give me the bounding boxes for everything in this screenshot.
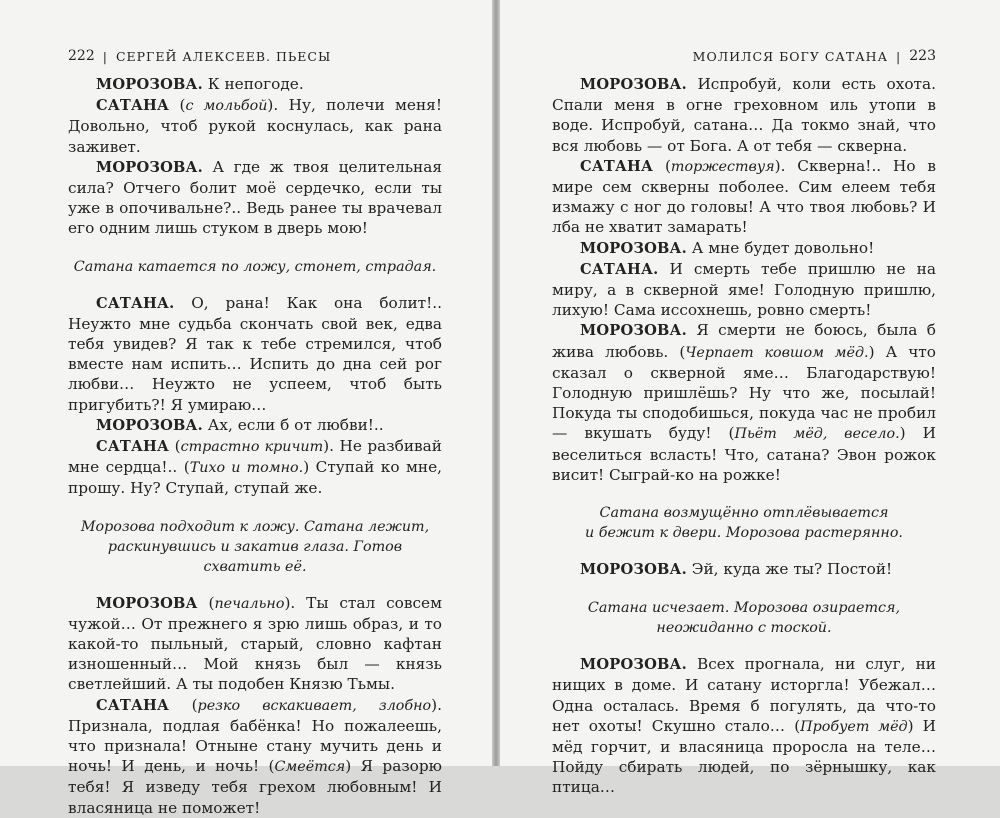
left-running-header bbox=[68, 30, 442, 64]
left-page-number: 222 bbox=[68, 48, 95, 64]
inline-stage-direction: торжествуя bbox=[670, 158, 775, 175]
left-page-text bbox=[68, 74, 442, 818]
dialogue-paragraph: САТАНА. О, рана! Как она болит!.. Неужто мне судьба скончать свой век, едва тебя увидев? Я так к тебе стремился, чтоб вместе нам испить… Испить до дна сей рог любви… Неужто не успеем, чтоб быть пригубить?! Я умираю… bbox=[68, 293, 442, 414]
dialogue-paragraph: САТАНА. И смерть тебе пришлю не на миру, а в скверной яме! Голодную пришлю, лихую! Сама иссохнешь, ровно смерть! bbox=[552, 259, 936, 320]
header-separator: | bbox=[896, 49, 902, 64]
dialogue-paragraph: МОРОЗОВА. Всех прогнала, ни слуг, ни нищих в доме. И сатану исторгла! Убежал… Одна осталась. Время б погулять, да что-то нет охоты! Скушно стало… (Пробует мёд) И мёд горчит, и власяница проросла на теле… Пойду сбирать людей, по зёрнышку, как птица… bbox=[552, 655, 936, 797]
dialogue-paragraph: МОРОЗОВА. К непогоде. bbox=[96, 75, 304, 93]
speaker-name: САТАНА. bbox=[96, 294, 175, 312]
speaker-name: МОРОЗОВА. bbox=[580, 76, 687, 93]
dialogue-paragraph: МОРОЗОВА. Ах, если б от любви!.. bbox=[96, 415, 384, 434]
stage-direction: Сатана возмущённо отплёвывается и бежит к двери. Морозова растерянно. bbox=[585, 505, 903, 542]
speaker-name: САТАНА bbox=[96, 696, 170, 714]
stage-direction: Сатана исчезает. Морозова озирается, неожиданно с тоской. bbox=[587, 600, 901, 637]
right-page bbox=[500, 0, 1000, 797]
inline-stage-direction: резко вскакивает, злобно bbox=[197, 697, 432, 714]
inline-stage-direction: печально bbox=[214, 595, 285, 612]
speaker-name: САТАНА bbox=[580, 157, 654, 175]
inline-stage-direction: Смеётся bbox=[274, 759, 346, 776]
dialogue-paragraph: МОРОЗОВА. А где ж твоя целительная сила? Отчего болит моё сердечко, если ты уже в опочивальне?.. Ведь ранее ты врачевал его одним лишь стуком в дверь мою! bbox=[68, 157, 442, 238]
inline-stage-direction: с мольбой bbox=[185, 98, 268, 115]
inline-stage-direction: страстно кричит bbox=[180, 439, 324, 456]
dialogue-paragraph: САТАНА (резко вскакивает, злобно). Признала, подлая бабёнка! Но пожалеешь, что признала! Отныне стану мучить день и ночь! И день, и ночь! (Смеётся) Я разорю тебя! Я изведу тебя грехом любовным! И власяница не поможет! bbox=[68, 695, 442, 817]
dialogue-paragraph: МОРОЗОВА. А мне будет довольно! bbox=[580, 238, 875, 257]
speaker-name: МОРОЗОВА. bbox=[580, 239, 687, 257]
speaker-name: МОРОЗОВА. bbox=[96, 416, 203, 434]
dialogue-paragraph: МОРОЗОВА (печально). Ты стал совсем чужой… От прежнего я зрю лишь образ, и то какой-то пыльный, старый, словно кафтан изношенный… Мой князь был — князь светлейший. А ты подобен Князю Тьмы. bbox=[68, 593, 442, 694]
speaker-name: САТАНА bbox=[96, 438, 170, 456]
dialogue-paragraph: МОРОЗОВА. Я смерти не боюсь, была б жива любовь. (Черпает ковшом мёд.) А что сказал о скверной яме… Благодарствую! Голодную пришлёшь? Ну что же, посылай! Покуда ты сподобишься, покуда час не пробил — вкушать буду! (Пьёт мёд, весело.) И веселиться всласть! Что, сатана? Эвон рожок висит! Сыграй-ко на рожке! bbox=[552, 321, 936, 484]
right-page-text bbox=[552, 74, 936, 798]
right-running-head: МОЛИЛСЯ БОГУ САТАНА bbox=[692, 49, 889, 64]
inline-stage-direction: Пробует мёд bbox=[800, 718, 908, 735]
speaker-name: САТАНА bbox=[96, 97, 170, 115]
stage-direction: Морозова подходит к ложу. Сатана лежит, раскинувшись и закатив глаза. Готов схватить её. bbox=[80, 518, 430, 575]
right-running-header bbox=[552, 30, 936, 64]
dialogue-paragraph: САТАНА (с мольбой). Ну, полечи меня! Довольно, чтоб рукой коснулась, как рана заживет. bbox=[68, 96, 442, 156]
speaker-name: МОРОЗОВА. bbox=[96, 158, 203, 176]
dialogue-paragraph: МОРОЗОВА. Эй, куда же ты? Постой! bbox=[580, 560, 893, 579]
inline-stage-direction: Пьёт мёд, весело. bbox=[734, 426, 900, 443]
speaker-name: МОРОЗОВА. bbox=[96, 76, 203, 93]
stage-direction: Сатана катается по ложу, стонет, страдая. bbox=[73, 258, 437, 275]
header-separator: | bbox=[102, 49, 108, 64]
inline-stage-direction: Тихо и томно. bbox=[189, 460, 304, 477]
left-running-head: СЕРГЕЙ АЛЕКСЕЕВ. ПЬЕСЫ bbox=[115, 49, 332, 64]
dialogue-paragraph: САТАНА (страстно кричит). Не разбивай мне сердца!.. (Тихо и томно.) Ступай ко мне, прошу. Ну? Ступай, ступай же. bbox=[68, 437, 443, 498]
speaker-name: МОРОЗОВА. bbox=[580, 561, 687, 579]
speaker-name: САТАНА. bbox=[580, 260, 659, 278]
dialogue-paragraph: МОРОЗОВА. Испробуй, коли есть охота. Спали меня в огне греховном иль утопи в воде. Испробуй, сатана… Да токмо знай, что вся любовь — от Бога. А от тебя — скверна. bbox=[552, 75, 936, 155]
speaker-name: МОРОЗОВА bbox=[96, 594, 198, 612]
dialogue-paragraph: САТАНА (торжествуя). Скверна!.. Но в мире сем скверны поболее. Сим елеем тебя измажу с ног до головы! А что твоя любовь? И лба не хватит замарать! bbox=[552, 156, 936, 237]
left-page bbox=[0, 0, 492, 817]
speaker-name: МОРОЗОВА. bbox=[580, 322, 687, 340]
inline-stage-direction: Черпает ковшом мёд. bbox=[685, 344, 869, 361]
speaker-name: МОРОЗОВА. bbox=[580, 656, 687, 674]
right-page-number: 223 bbox=[909, 48, 936, 64]
book-gutter bbox=[492, 0, 500, 766]
